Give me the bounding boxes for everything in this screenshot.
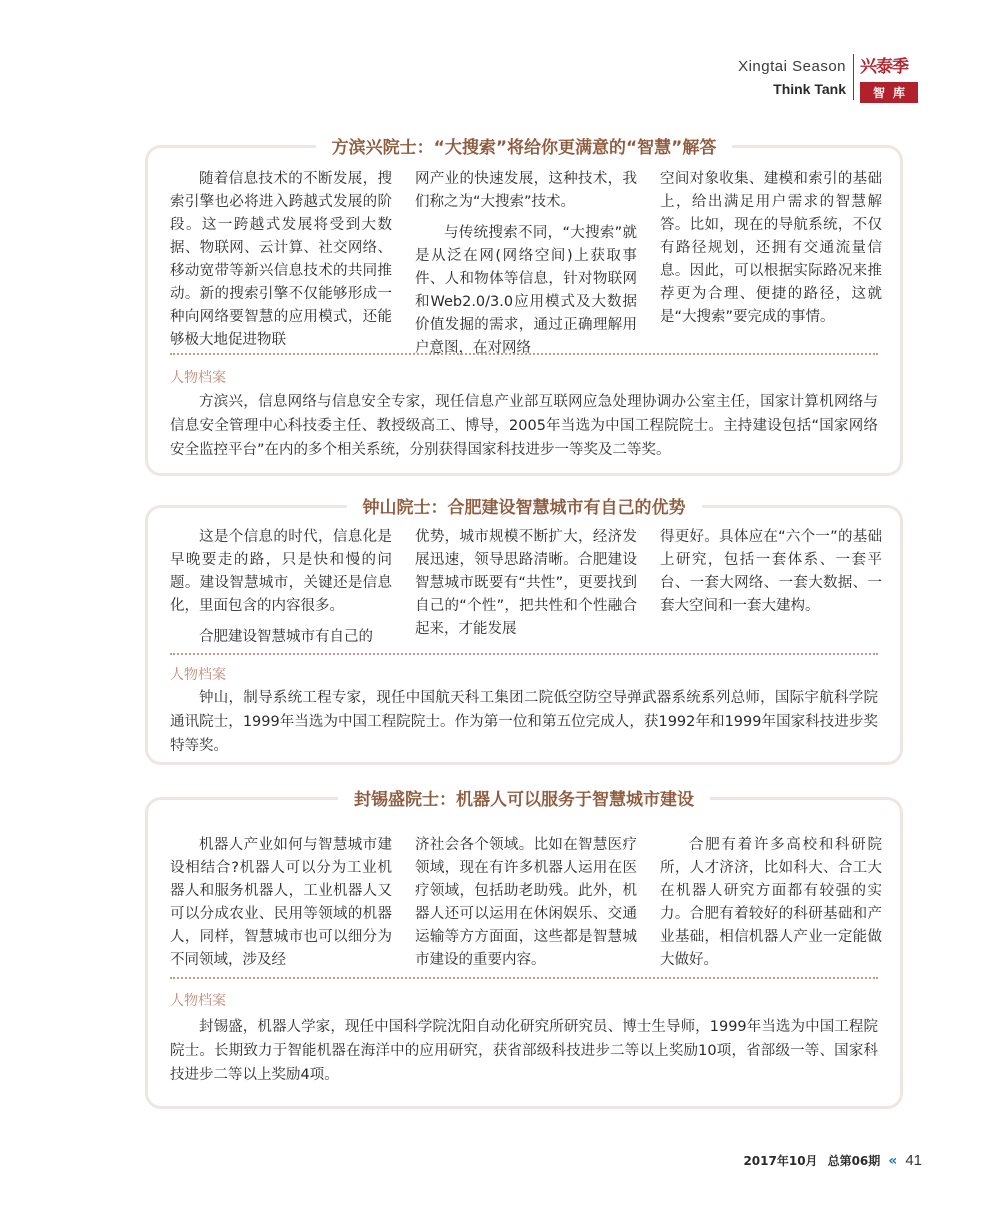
masthead-logo (860, 52, 918, 103)
article-column-3 (660, 526, 882, 649)
paragraph: 济社会各个领域。比如在智慧医疗领域，现在有许多机器人运用在医疗领域，包括助老助残。此外，机器人还可以运用在休闲娱乐、交通运输等方方面面，这些都是智慧城市建设的重要内容。 (415, 837, 637, 968)
article-column-2 (415, 168, 637, 360)
masthead-text (738, 58, 846, 97)
dotted-divider (170, 353, 878, 355)
issue-date: 2017年10月 (743, 1154, 818, 1168)
masthead-section-tag: 智库 (860, 82, 918, 103)
article-title: 封锡盛院士：机器人可以服务于智慧城市建设 (338, 785, 710, 810)
page-footer (743, 1152, 922, 1169)
article-card-feng (145, 790, 903, 1109)
article-column-1 (170, 834, 392, 972)
paragraph: 空间对象收集、建模和索引的基础上，给出满足用户需求的智慧解答。比如，现在的导航系统，不仅有路径规划，还拥有交通流量信息。因此，可以根据实际路况来推荐更为合理、便捷的路径，这就是“大搜索”要完成的事情。 (660, 171, 882, 325)
article-column-3 (660, 168, 882, 360)
article-column-1 (170, 168, 392, 360)
profile-text: 钟山，制导系统工程专家，现任中国航天科工集团二院低空防空导弹武器系统系列总师，国际宇航科学院通讯院士，1999年当选为中国工程院院士。作为第一位和第五位完成人，获1992年和1999年国家科技进步奖特等奖。 (170, 690, 878, 754)
article-column-2 (415, 834, 637, 972)
page-number: 41 (905, 1152, 922, 1169)
masthead-section-name: Think Tank (773, 81, 846, 97)
profile-heading: 人物档案 (170, 667, 226, 683)
profile-text: 方滨兴，信息网络与信息安全专家，现任信息产业部互联网应急处理协调办公室主任，国家计算机网络与信息安全管理中心科技委主任、教授级高工、博导，2005年当选为中国工程院院士。主持建设包括“国家网络安全监控平台”在内的多个相关系统，分别获得国家科技进步一等奖及二等奖。 (170, 394, 878, 458)
dotted-divider (170, 977, 878, 979)
paragraph: 机器人产业如何与智慧城市建设相结合?机器人可以分为工业机器人和服务机器人，工业机器人又可以分成农业、民用等领域的机器人，同样，智慧城市也可以细分为不同领域，涉及经 (170, 837, 392, 968)
article-column-1 (170, 526, 392, 649)
article-title: 方滨兴院士：“大搜索”将给你更满意的“智慧”解答 (316, 133, 733, 158)
paragraph: 优势，城市规模不断扩大，经济发展迅速，领导思路清晰。合肥建设智慧城市既要有“共性”，更要找到自己的“个性”，把共性和个性融合起来，才能发展 (415, 529, 637, 637)
double-chevron-left-icon: « (888, 1152, 898, 1169)
profile-heading: 人物档案 (170, 370, 226, 386)
article-title: 钟山院士：合肥建设智慧城市有自己的优势 (347, 493, 702, 518)
paragraph: 随着信息技术的不断发展，搜索引擎也必将进入跨越式发展的阶段。这一跨越式发展将受到大数据、物联网、云计算、社交网络、移动宽带等新兴信息技术的共同推动。新的搜索引擎不仅能够形成一种向网络要智慧的应用模式，还能够极大地促进物联 (170, 171, 392, 348)
paragraph: 网产业的快速发展，这种技术，我们称之为“大搜索”技术。 (415, 171, 637, 210)
article-column-3 (660, 834, 882, 972)
paragraph: 这是个信息的时代，信息化是早晚要走的路，只是快和慢的问题。建设智慧城市，关键还是信息化，里面包含的内容很多。 (170, 529, 392, 614)
article-body (170, 526, 882, 649)
profile-text: 封锡盛，机器人学家，现任中国科学院沈阳自动化研究所研究员、博士生导师，1999年当选为中国工程院院士。长期致力于智能机器在海洋中的应用研究，获省部级科技进步二等以上奖励10项，省部级一等、国家科技进步二等以上奖励4项。 (170, 1019, 878, 1083)
article-title-row (148, 785, 900, 810)
profile-heading: 人物档案 (170, 993, 226, 1009)
paragraph: 合肥有着许多高校和科研院所，人才济济，比如科大、合工大在机器人研究方面都有较强的实力。合肥有着较好的科研基础和产业基础，相信机器人产业一定能做大做好。 (660, 837, 882, 968)
masthead-brand: 兴泰季 (860, 57, 908, 77)
paragraph: 得更好。具体应在“六个一”的基础上研究，包括一套体系、一套平台、一套大网络、一套大数据、一套大空间和一套大建构。 (660, 529, 882, 614)
article-body (170, 168, 882, 360)
article-card-fang (145, 138, 903, 476)
issue-number: 总第06期 (827, 1154, 881, 1168)
article-column-2 (415, 526, 637, 649)
masthead-divider (853, 54, 854, 100)
article-card-zhong (145, 498, 903, 765)
article-title-row (148, 133, 900, 158)
dotted-divider (170, 653, 878, 655)
paragraph: 合肥建设智慧城市有自己的 (199, 629, 373, 645)
article-title-row (148, 493, 900, 518)
paragraph: 与传统搜索不同，“大搜索”就是从泛在网(网络空间)上获取事件、人和物体等信息，针对物联网和Web2.0/3.0应用模式及大数据价值发掘的需求，通过正确理解用户意图，在对网络 (415, 225, 637, 356)
article-body (170, 834, 882, 972)
masthead-english-title: Xingtai Season (738, 58, 846, 75)
